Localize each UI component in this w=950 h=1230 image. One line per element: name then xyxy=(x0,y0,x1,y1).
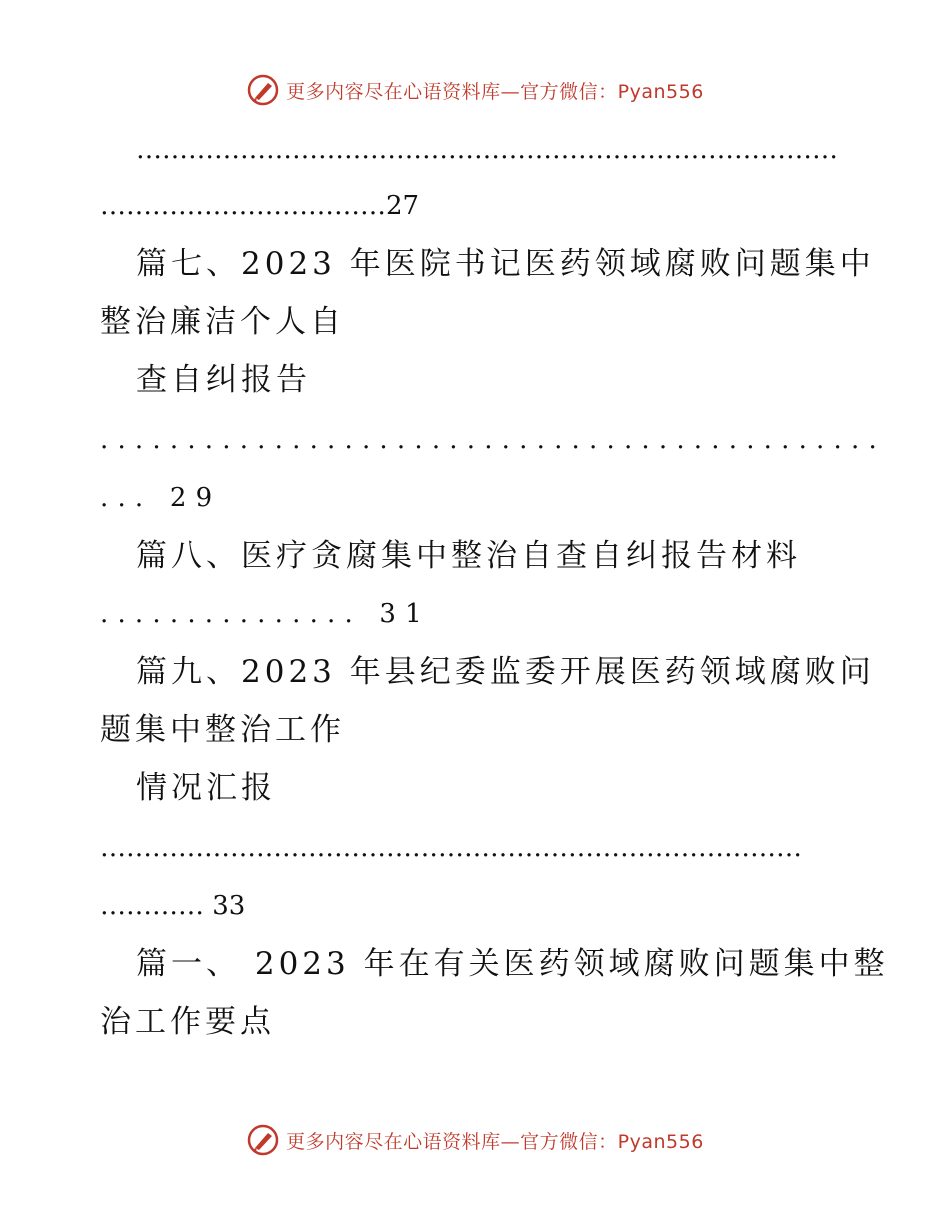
toc-dots-page-line: ……………………………27 xyxy=(100,191,420,221)
toc-entry-9-title-cont2: 情况汇报 xyxy=(136,770,276,806)
toc-dots-line: ……………………………………………………………………… xyxy=(136,135,838,165)
watermark-wechat-id: Pyan556 xyxy=(617,1130,704,1153)
toc-entry-9-title-cont: 题集中整治工作 xyxy=(100,712,345,748)
watermark-text-footer xyxy=(286,1127,704,1154)
watermark-brand-footer xyxy=(246,1123,704,1157)
toc-entry-7-title-cont2: 查自纠报告 xyxy=(136,362,311,398)
toc-entry-8-title: 篇八、医疗贪腐集中整治自查自纠报告材料 xyxy=(136,538,801,574)
pen-logo-icon xyxy=(246,1123,280,1157)
section-1-heading-cont: 治工作要点 xyxy=(100,1004,275,1040)
toc-entry-7-page: ... 29 xyxy=(100,483,222,513)
section-1-heading: 篇一、 2023 年在有关医药领域腐败问题集中整 xyxy=(136,946,889,982)
toc-entry-9-page: ………… 33 xyxy=(100,891,246,921)
toc-entry-7-title-cont: 整治廉洁个人自 xyxy=(100,304,345,340)
toc-entry-8-page: ............... 31 xyxy=(100,599,431,629)
toc-entry-9-dots: ……………………………………………………………………… xyxy=(100,833,802,863)
toc-entry-7-title: 篇七、2023 年医院书记医药领域腐败问题集中 xyxy=(136,246,875,282)
watermark-wechat-id: Pyan556 xyxy=(617,80,704,103)
toc-content xyxy=(100,0,889,1230)
footer-watermark xyxy=(0,1120,950,1160)
toc-entry-9-title: 篇九、2023 年县纪委监委开展医药领域腐败问 xyxy=(136,654,875,690)
toc-entry-7-dots: ............................................. xyxy=(100,425,886,455)
watermark-label: 更多内容尽在心语资料库—官方微信： xyxy=(286,80,618,103)
watermark-label: 更多内容尽在心语资料库—官方微信： xyxy=(286,1130,618,1153)
